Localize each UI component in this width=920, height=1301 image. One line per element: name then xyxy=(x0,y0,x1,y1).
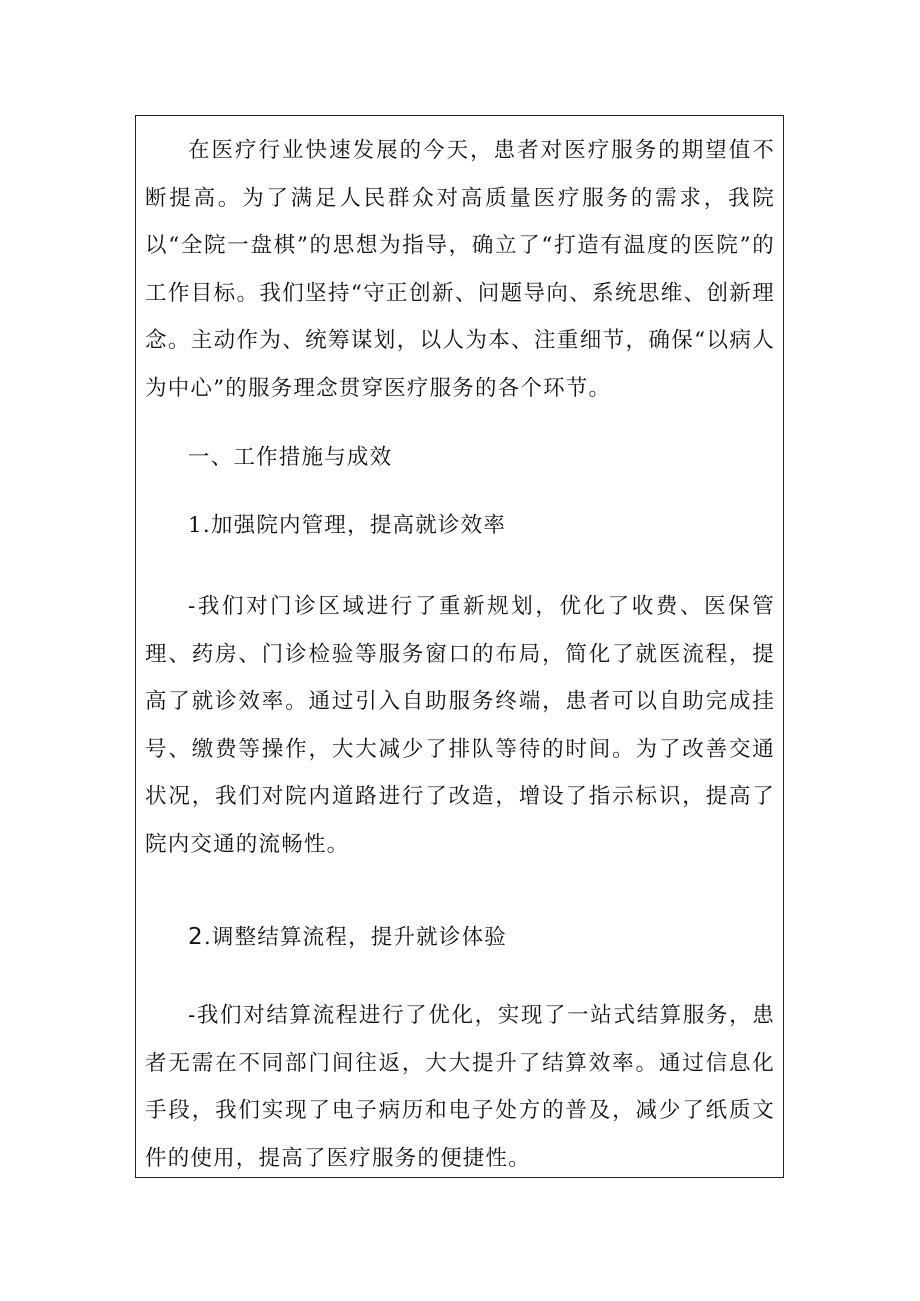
item1-body: -我们对门诊区域进行了重新规划，优化了收费、医保管理、药房、门诊检验等服务窗口的布局，简化了就医流程，提高了就诊效率。通过引入自助服务终端，患者可以自助完成挂号、缴费等操作，大大减少了排队等待的时间。为了改善交通状况，我们对院内道路进行了改造，增设了指示标识，提高了院内交通的流畅性。 xyxy=(145,594,775,857)
section-heading: 一、工作措施与成效 xyxy=(188,445,393,470)
item2-title xyxy=(188,922,507,953)
item2-number: 2 xyxy=(188,924,204,950)
item2-title-text: .调整结算流程，提升就诊体验 xyxy=(203,925,507,950)
item1-title: 1.加强院内管理，提高就诊效率 xyxy=(188,513,507,538)
intro-paragraph: 在医疗行业快速发展的今天，患者对医疗服务的期望值不断提高。为了满足人民群众对高质量医疗服务的需求，我院以“全院一盘棋”的思想为指导，确立了“打造有温度的医院”的工作目标。我们坚持“守正创新、问题导向、系统思维、创新理念。主动作为、统筹谋划，以人为本、注重细节，确保“以病人为中心”的服务理念贯穿医疗服务的各个环节。 xyxy=(145,138,775,401)
item2-body: -我们对结算流程进行了优化，实现了一站式结算服务，患者无需在不同部门间往返，大大提升了结算效率。通过信息化手段，我们实现了电子病历和电子处方的普及，减少了纸质文件的使用，提高了医疗服务的便捷性。 xyxy=(145,1003,775,1171)
document-frame xyxy=(135,115,784,1178)
